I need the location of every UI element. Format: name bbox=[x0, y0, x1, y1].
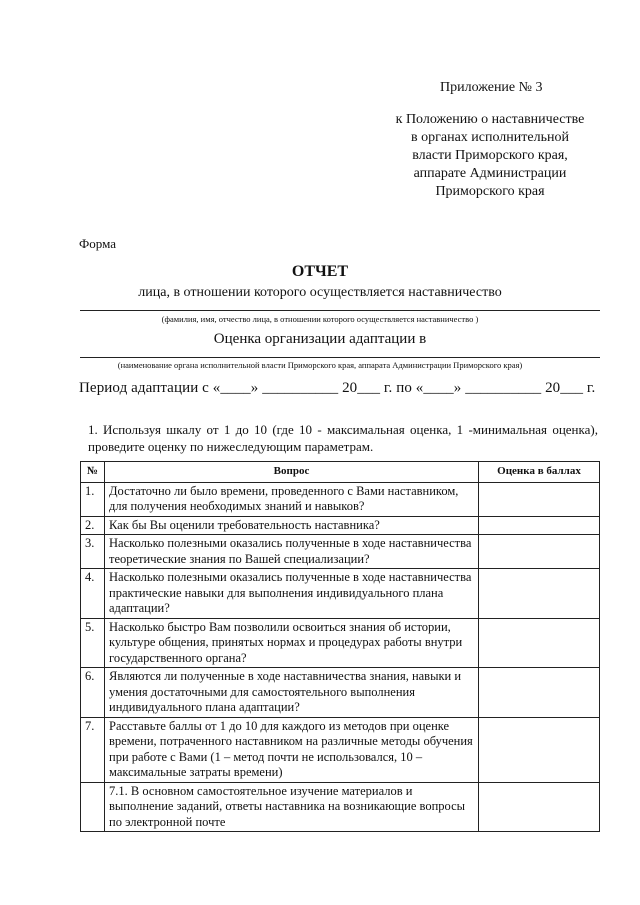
appendix-line: аппарате Администрации bbox=[413, 166, 567, 181]
table-row bbox=[81, 782, 600, 832]
row-number: 3. bbox=[81, 535, 105, 569]
row-question: Являются ли полученные в ходе наставничества знания, навыки и умения достаточными для самостоятельного выполнения индивидуального плана адаптации? bbox=[105, 668, 479, 718]
row-question: Расставьте баллы от 1 до 10 для каждого из методов при оценке времени, потраченного наставником на различные методы обучения при работе с Вами (1 – метод почти не использовался, 10 – максимальные затраты времени) bbox=[105, 717, 479, 782]
table-row bbox=[81, 535, 600, 569]
header-number: № bbox=[81, 462, 105, 483]
appendix-reference bbox=[380, 111, 600, 201]
appendix-line: власти Приморского края, bbox=[412, 148, 568, 163]
appendix-line: к Положению о наставничестве bbox=[395, 112, 585, 127]
score-cell[interactable] bbox=[479, 535, 600, 569]
header-question: Вопрос bbox=[105, 462, 479, 483]
score-cell[interactable] bbox=[479, 717, 600, 782]
table-row bbox=[81, 618, 600, 668]
report-title: ОТЧЕТ bbox=[291, 263, 349, 280]
appendix-line: Приморского края bbox=[435, 184, 545, 199]
table-row bbox=[81, 569, 600, 619]
evaluation-table bbox=[80, 461, 600, 832]
score-cell[interactable] bbox=[479, 482, 600, 516]
score-cell[interactable] bbox=[479, 618, 600, 668]
table-row bbox=[81, 516, 600, 535]
row-question: Достаточно ли было времени, проведенного с Вами наставником, для получения необходимых знаний и навыков? bbox=[105, 482, 479, 516]
row-question: 7.1. В основном самостоятельное изучение материалов и выполнение заданий, ответы наставника на возникающие вопросы по электронной почте bbox=[105, 782, 479, 832]
row-number bbox=[81, 782, 105, 832]
row-number: 7. bbox=[81, 717, 105, 782]
row-number: 5. bbox=[81, 618, 105, 668]
row-question: Как бы Вы оценили требовательность наставника? bbox=[105, 516, 479, 535]
row-question: Насколько быстро Вам позволили освоиться знания об истории, культуре общения, принятых нормах и процедурах работы внутри государственного органа? bbox=[105, 618, 479, 668]
row-number: 1. bbox=[81, 482, 105, 516]
report-subtitle: лица, в отношении которого осуществляется наставничество bbox=[138, 285, 502, 300]
appendix-line: в органах исполнительной bbox=[411, 130, 569, 145]
org-caption: (наименование органа исполнительной власти Приморского края, аппарата Администрации Приморского края) bbox=[117, 360, 523, 370]
score-cell[interactable] bbox=[479, 569, 600, 619]
instruction-text: 1. Используя шкалу от 1 до 10 (где 10 - максимальная оценка, 1 -минимальная оценка), проведите оценку по нижеследующим параметрам. bbox=[88, 422, 598, 454]
row-number: 4. bbox=[81, 569, 105, 619]
row-question: Насколько полезными оказались полученные в ходе наставничества теоретические знания по Вашей специализации? bbox=[105, 535, 479, 569]
table-header-row bbox=[81, 462, 600, 483]
form-label: Форма bbox=[79, 236, 116, 251]
appendix-title: Приложение № 3 bbox=[440, 80, 543, 95]
score-cell[interactable] bbox=[479, 782, 600, 832]
score-cell[interactable] bbox=[479, 516, 600, 535]
org-fill-line bbox=[80, 357, 600, 358]
name-caption: (фамилия, имя, отчество лица, в отношении которого осуществляется наставничество ) bbox=[161, 314, 479, 324]
score-cell[interactable] bbox=[479, 668, 600, 718]
adaptation-period: Период адаптации с «____» __________ 20___ г. по «____» __________ 20___ г. bbox=[79, 380, 596, 396]
header-score: Оценка в баллах bbox=[479, 462, 600, 483]
row-question: Насколько полезными оказались полученные в ходе наставничества практические навыки для выполнения индивидуального плана адаптации? bbox=[105, 569, 479, 619]
row-number: 2. bbox=[81, 516, 105, 535]
org-title: Оценка организации адаптации в bbox=[213, 331, 427, 347]
row-number: 6. bbox=[81, 668, 105, 718]
table-row bbox=[81, 717, 600, 782]
name-fill-line bbox=[80, 310, 600, 311]
table-row bbox=[81, 668, 600, 718]
table-row bbox=[81, 482, 600, 516]
